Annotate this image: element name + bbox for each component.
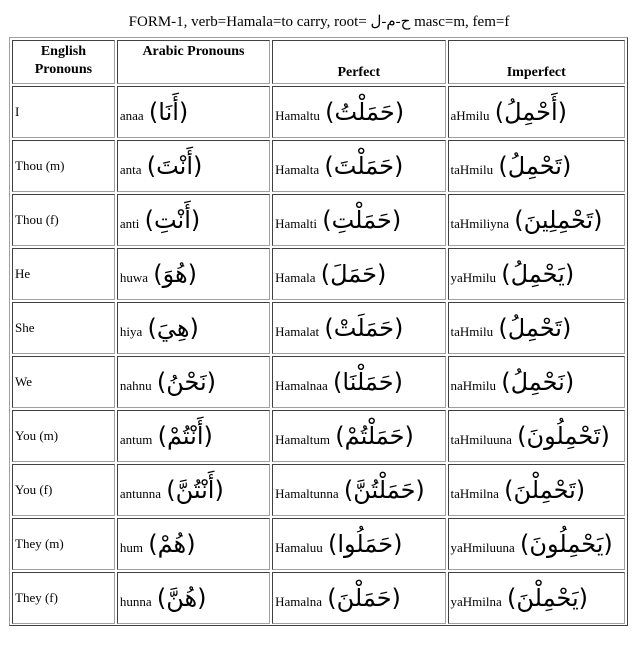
- imperfect-arabic-script: (يَحْمِلْنَ): [507, 584, 589, 612]
- english-pronoun-cell: Thou (m): [12, 140, 115, 192]
- table-row: [12, 518, 625, 570]
- arabic-pronoun-transliteration: anta: [119, 162, 142, 177]
- header-row: [12, 40, 625, 84]
- imperfect-arabic-script: (نَحْمِلُ): [501, 368, 575, 396]
- table-caption: FORM-1, verb=Hamala=to carry, root= ح-م-ل masc=m, fem=f: [128, 14, 510, 30]
- imperfect-transliteration: yaHmilna: [450, 594, 502, 609]
- table-row: [12, 410, 625, 462]
- english-pronoun-cell: You (f): [12, 464, 115, 516]
- imperfect-arabic-script: (تَحْمِلْنَ): [504, 476, 586, 504]
- perfect-cell: [272, 464, 445, 516]
- conjugation-table: [10, 38, 627, 626]
- arabic-pronoun-cell: [117, 356, 270, 408]
- english-pronoun-cell: They (m): [12, 518, 115, 570]
- arabic-pronoun-arabic-script: (أَنْتِ): [144, 206, 201, 234]
- perfect-transliteration: Hamala: [275, 270, 316, 285]
- perfect-cell: [272, 86, 445, 138]
- arabic-pronoun-cell: [117, 518, 270, 570]
- imperfect-cell: [448, 464, 625, 516]
- english-pronoun-cell: She: [12, 302, 115, 354]
- imperfect-arabic-script: (تَحْمِلِينَ): [514, 206, 603, 234]
- arabic-pronoun-arabic-script: (أَنْتُنَّ): [166, 476, 224, 504]
- imperfect-transliteration: taHmilna: [450, 486, 499, 501]
- arabic-pronoun-transliteration: hum: [119, 540, 143, 555]
- imperfect-cell: [448, 518, 625, 570]
- perfect-transliteration: Hamalnaa: [275, 378, 328, 393]
- perfect-cell: [272, 140, 445, 192]
- table-row: [12, 572, 625, 624]
- imperfect-cell: [448, 572, 625, 624]
- imperfect-arabic-script: (تَحْمِلُ): [498, 152, 572, 180]
- arabic-pronoun-cell: [117, 140, 270, 192]
- arabic-pronoun-transliteration: anti: [119, 216, 140, 231]
- imperfect-arabic-script: (تَحْمِلُ): [498, 314, 572, 342]
- imperfect-transliteration: taHmilu: [450, 162, 494, 177]
- imperfect-cell: [448, 356, 625, 408]
- imperfect-transliteration: yaHmiluuna: [450, 540, 515, 555]
- arabic-pronoun-arabic-script: (أَنَا): [148, 98, 189, 126]
- arabic-pronoun-cell: [117, 572, 270, 624]
- perfect-arabic-script: (حَمَلْتُمْ): [335, 422, 414, 450]
- perfect-cell: [272, 248, 445, 300]
- perfect-transliteration: Hamalta: [275, 162, 320, 177]
- imperfect-cell: [448, 302, 625, 354]
- perfect-arabic-script: (حَمَلَ): [320, 260, 387, 288]
- table-row: [12, 86, 625, 138]
- perfect-arabic-script: (حَمَلْتُنَّ): [343, 476, 425, 504]
- perfect-arabic-script: (حَمَلَتْ): [324, 314, 404, 342]
- arabic-pronoun-arabic-script: (هِيَ): [147, 314, 199, 342]
- arabic-pronoun-transliteration: anaa: [119, 108, 144, 123]
- arabic-pronoun-cell: [117, 86, 270, 138]
- english-pronoun-cell: You (m): [12, 410, 115, 462]
- arabic-pronoun-arabic-script: (هُمْ): [148, 530, 196, 558]
- imperfect-arabic-script: (يَحْمِلُ): [501, 260, 575, 288]
- perfect-transliteration: Hamaltunna: [275, 486, 339, 501]
- perfect-transliteration: Hamaluu: [275, 540, 323, 555]
- imperfect-cell: [448, 194, 625, 246]
- perfect-transliteration: Hamalat: [275, 324, 320, 339]
- table-row: [12, 356, 625, 408]
- arabic-pronoun-arabic-script: (هُوَ): [153, 260, 198, 288]
- header-english-pronouns: English Pronouns: [12, 40, 115, 84]
- arabic-pronoun-transliteration: antunna: [119, 486, 161, 501]
- arabic-pronoun-transliteration: hunna: [119, 594, 152, 609]
- perfect-cell: [272, 410, 445, 462]
- perfect-arabic-script: (حَمَلُوا): [328, 530, 403, 558]
- perfect-transliteration: Hamaltu: [275, 108, 320, 123]
- arabic-pronoun-arabic-script: (هُنَّ): [156, 584, 207, 612]
- english-pronoun-cell: He: [12, 248, 115, 300]
- english-pronoun-cell: Thou (f): [12, 194, 115, 246]
- perfect-cell: [272, 572, 445, 624]
- perfect-arabic-script: (حَمَلْنَا): [333, 368, 403, 396]
- perfect-arabic-script: (حَمَلْنَ): [327, 584, 401, 612]
- perfect-transliteration: Hamaltum: [275, 432, 330, 447]
- perfect-arabic-script: (حَمَلْتَ): [324, 152, 404, 180]
- arabic-pronoun-transliteration: antum: [119, 432, 153, 447]
- arabic-pronoun-arabic-script: (أَنْتَ): [146, 152, 203, 180]
- arabic-pronoun-cell: [117, 410, 270, 462]
- perfect-cell: [272, 194, 445, 246]
- header-imperfect: Imperfect: [448, 40, 625, 84]
- perfect-transliteration: Hamalna: [275, 594, 323, 609]
- imperfect-transliteration: naHmilu: [450, 378, 497, 393]
- table-row: [12, 302, 625, 354]
- table-row: [12, 464, 625, 516]
- arabic-pronoun-cell: [117, 248, 270, 300]
- conjugation-table-frame: [9, 37, 628, 626]
- table-row: [12, 248, 625, 300]
- arabic-pronoun-transliteration: hiya: [119, 324, 143, 339]
- imperfect-cell: [448, 86, 625, 138]
- arabic-pronoun-transliteration: nahnu: [119, 378, 152, 393]
- perfect-cell: [272, 518, 445, 570]
- perfect-arabic-script: (حَمَلْتُ): [325, 98, 405, 126]
- english-pronoun-cell: They (f): [12, 572, 115, 624]
- arabic-pronoun-cell: [117, 464, 270, 516]
- imperfect-transliteration: taHmilu: [450, 324, 494, 339]
- table-row: [12, 194, 625, 246]
- perfect-transliteration: Hamalti: [275, 216, 317, 231]
- imperfect-arabic-script: (تَحْمِلُونَ): [517, 422, 610, 450]
- english-pronoun-cell: I: [12, 86, 115, 138]
- imperfect-transliteration: aHmilu: [450, 108, 490, 123]
- table-row: [12, 140, 625, 192]
- header-perfect: Perfect: [272, 40, 445, 84]
- imperfect-transliteration: taHmiliyna: [450, 216, 510, 231]
- arabic-pronoun-arabic-script: (نَحْنُ): [156, 368, 217, 396]
- table-body: [12, 86, 625, 624]
- perfect-cell: [272, 356, 445, 408]
- arabic-pronoun-cell: [117, 302, 270, 354]
- arabic-pronoun-arabic-script: (أَنْتُمْ): [157, 422, 213, 450]
- imperfect-arabic-script: (يَحْمِلُونَ): [520, 530, 613, 558]
- imperfect-cell: [448, 140, 625, 192]
- imperfect-arabic-script: (أَحْمِلُ): [494, 98, 568, 126]
- perfect-cell: [272, 302, 445, 354]
- imperfect-cell: [448, 248, 625, 300]
- header-arabic-pronouns: Arabic Pronouns: [117, 40, 270, 84]
- imperfect-cell: [448, 410, 625, 462]
- english-pronoun-cell: We: [12, 356, 115, 408]
- imperfect-transliteration: taHmiluuna: [450, 432, 512, 447]
- arabic-pronoun-transliteration: huwa: [119, 270, 149, 285]
- arabic-pronoun-cell: [117, 194, 270, 246]
- imperfect-transliteration: yaHmilu: [450, 270, 497, 285]
- perfect-arabic-script: (حَمَلْتِ): [322, 206, 402, 234]
